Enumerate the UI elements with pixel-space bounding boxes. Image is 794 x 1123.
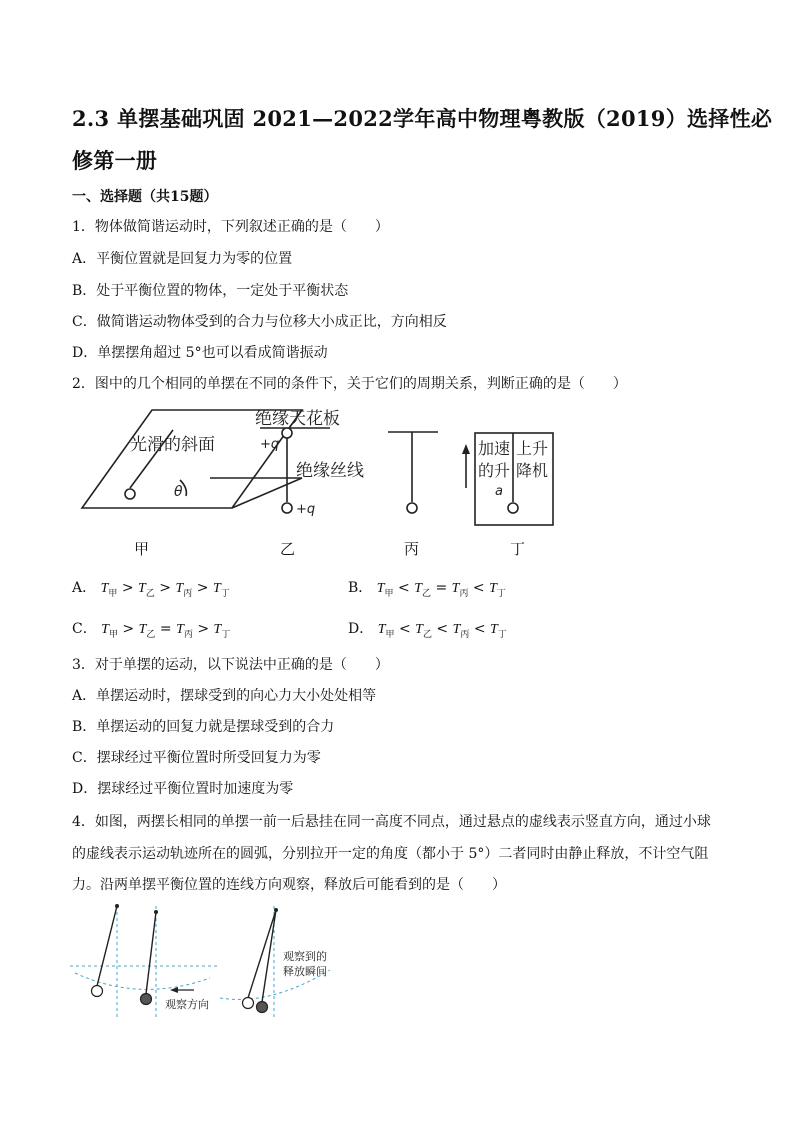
- sub-bing: 丙: [459, 587, 469, 598]
- period-bing: [452, 581, 469, 596]
- period-jia: [101, 622, 118, 637]
- q1-option-b: B．处于平衡位置的物体，一定处于平衡状态: [72, 283, 349, 299]
- sub-yi: 乙: [422, 587, 432, 598]
- elevator-label-right2: 降机: [516, 461, 549, 480]
- back-thread-left: [146, 912, 156, 994]
- plain-bob: [407, 503, 417, 513]
- eq-sign: =: [431, 580, 452, 596]
- period-ding: [489, 581, 506, 596]
- t-symbol: T: [213, 622, 222, 637]
- bottom-charge-label: +q: [296, 502, 316, 517]
- q3-stem: 3．对于单摆的运动，以下说法中正确的是（ ）: [72, 657, 389, 673]
- white-bob-left: [92, 986, 103, 997]
- lt-sign: <: [431, 621, 453, 637]
- period-jia: [378, 622, 395, 637]
- period-yi: [415, 622, 432, 637]
- t-symbol: T: [489, 581, 497, 596]
- white-bob-right: [243, 998, 254, 1009]
- gt-sign: >: [117, 621, 139, 637]
- option-letter: A．: [72, 580, 97, 596]
- simple-pendulum-diagram: [388, 432, 438, 513]
- period-bing: [175, 581, 192, 596]
- t-symbol: T: [415, 622, 423, 637]
- q1-option-a: A．平衡位置就是回复力为零的位置: [72, 251, 293, 267]
- front-thread-right: [248, 910, 276, 998]
- q2-figure: [70, 400, 570, 560]
- q3-option-c: C．摆球经过平衡位置时所受回复力为零: [72, 750, 321, 766]
- top-charge-label: +q: [260, 437, 280, 452]
- sub-ding: 丁: [496, 587, 506, 598]
- t-symbol: T: [212, 581, 221, 596]
- lt-sign: <: [468, 580, 490, 596]
- t-symbol: T: [452, 622, 461, 637]
- accel-arrow-head: [462, 444, 470, 454]
- t-symbol: T: [414, 581, 422, 596]
- sub-bing: 丙: [183, 587, 193, 598]
- q1-stem: 1．物体做简谐运动时，下列叙述正确的是（ ）: [72, 219, 389, 235]
- sub-yi: 乙: [145, 587, 155, 598]
- sub-jia: 甲: [108, 628, 118, 639]
- page-title-line1: 2.3 单摆基础巩固 2021—2022学年高中物理粤教版（2019）选择性必: [72, 106, 773, 131]
- period-ding: [214, 622, 231, 637]
- caption-bing: 丙: [404, 540, 420, 558]
- q4-stem-line3: 力。沿两单摆平衡位置的连线方向观察，释放后可能看到的是（ ）: [72, 877, 506, 893]
- caption-jia: 甲: [134, 540, 150, 558]
- lt-sign: <: [393, 580, 415, 596]
- gt-sign: >: [154, 580, 176, 596]
- caption-yi: 乙: [280, 540, 296, 558]
- top-charge: [282, 428, 292, 438]
- q4-figure: [70, 898, 370, 1028]
- accel-label: a: [495, 484, 503, 499]
- bottom-charge-bob: [282, 503, 292, 513]
- dark-bob-left: [141, 994, 152, 1005]
- q2-stem: 2．图中的几个相同的单摆在不同的条件下，关于它们的周期关系，判断正确的是（ ）: [72, 376, 627, 392]
- option-letter: D．: [348, 621, 374, 637]
- slope-label: 光滑的斜面: [130, 435, 215, 455]
- theta-label: θ: [174, 484, 183, 500]
- sub-ding: 丁: [220, 587, 230, 598]
- q4-stem-line1: 4．如图，两摆长相同的单摆一前一后悬挂在同一高度不同点，通过悬点的虚线表示竖直方向，通过小球: [72, 814, 711, 830]
- caption-ding: 丁: [510, 540, 526, 558]
- eq-sign: =: [155, 621, 177, 637]
- sub-jia: 甲: [108, 587, 118, 598]
- page-title-line2: 修第一册: [72, 148, 158, 173]
- elevator-label-left2: 的升: [478, 461, 511, 480]
- option-letter: C．: [72, 621, 97, 637]
- period-ding: [490, 622, 507, 637]
- pendulums: [97, 906, 276, 1002]
- sub-yi: 乙: [422, 628, 432, 639]
- period-yi: [414, 581, 431, 596]
- t-symbol: T: [138, 622, 147, 637]
- t-symbol: T: [101, 622, 109, 637]
- elevator-bob: [508, 503, 518, 513]
- observed-label-1: 观察到的: [283, 950, 327, 963]
- thread-label: 绝缘丝线: [296, 461, 364, 481]
- pivot-mid: [154, 910, 158, 914]
- t-symbol: T: [376, 581, 385, 596]
- period-jia: [101, 581, 118, 596]
- view-direction-label: 观察方向: [165, 998, 209, 1011]
- sub-ding: 丁: [497, 628, 507, 639]
- lt-sign: <: [469, 621, 491, 637]
- q1-option-c: C．做简谐运动物体受到的合力与位移大小成正比，方向相反: [72, 314, 447, 330]
- q2-option-b: [348, 577, 506, 599]
- sub-jia: 甲: [385, 628, 395, 639]
- period-bing: [453, 622, 470, 637]
- sub-yi: 乙: [146, 628, 156, 639]
- q2-option-c: [72, 618, 230, 640]
- q3-option-b: B．单摆运动的回复力就是摆球受到的合力: [72, 719, 335, 735]
- sub-bing: 丙: [460, 628, 470, 639]
- pivot-left: [115, 904, 119, 908]
- q4-stem-line2: 的虚线表示运动轨迹所在的圆弧，分别拉开一定的角度（都小于 5°）二者同时由静止释放，不计空气阻: [72, 846, 709, 862]
- q3-option-a: A．单摆运动时，摆球受到的向心力大小处处相等: [72, 688, 377, 704]
- period-jia: [377, 581, 394, 596]
- q2-option-d: [348, 618, 507, 640]
- t-symbol: T: [100, 581, 109, 596]
- period-bing: [176, 622, 193, 637]
- period-yi: [139, 622, 156, 637]
- section-heading: 一、选择题（共15题）: [72, 189, 218, 205]
- pivot-right: [274, 908, 278, 912]
- observed-label-2: 释放瞬间: [283, 965, 327, 978]
- t-symbol: T: [138, 581, 146, 596]
- q2-option-a: [72, 577, 230, 599]
- period-ding: [213, 581, 230, 596]
- elevator-label-right: 上升: [516, 439, 549, 458]
- t-symbol: T: [451, 581, 460, 596]
- t-symbol: T: [175, 581, 184, 596]
- t-symbol: T: [377, 622, 386, 637]
- sub-ding: 丁: [221, 628, 231, 639]
- sub-jia: 甲: [384, 587, 394, 598]
- incline-pendulum-bob: [125, 489, 135, 499]
- front-thread-left: [97, 906, 117, 986]
- gt-sign: >: [192, 580, 213, 596]
- t-symbol: T: [490, 622, 498, 637]
- dark-bob-right: [257, 1002, 268, 1013]
- gt-sign: >: [117, 580, 139, 596]
- period-yi: [138, 581, 155, 596]
- q3-option-d: D．摆球经过平衡位置时加速度为零: [72, 781, 294, 797]
- option-letter: B．: [348, 580, 373, 596]
- t-symbol: T: [176, 622, 184, 637]
- elevator-label-left: 加速: [478, 439, 511, 458]
- gt-sign: >: [192, 621, 214, 637]
- ceiling-label: 绝缘天花板: [255, 409, 340, 429]
- lt-sign: <: [394, 621, 416, 637]
- sub-bing: 丙: [183, 628, 193, 639]
- q1-option-d: D．单摆摆角超过 5°也可以看成简谐振动: [72, 345, 328, 361]
